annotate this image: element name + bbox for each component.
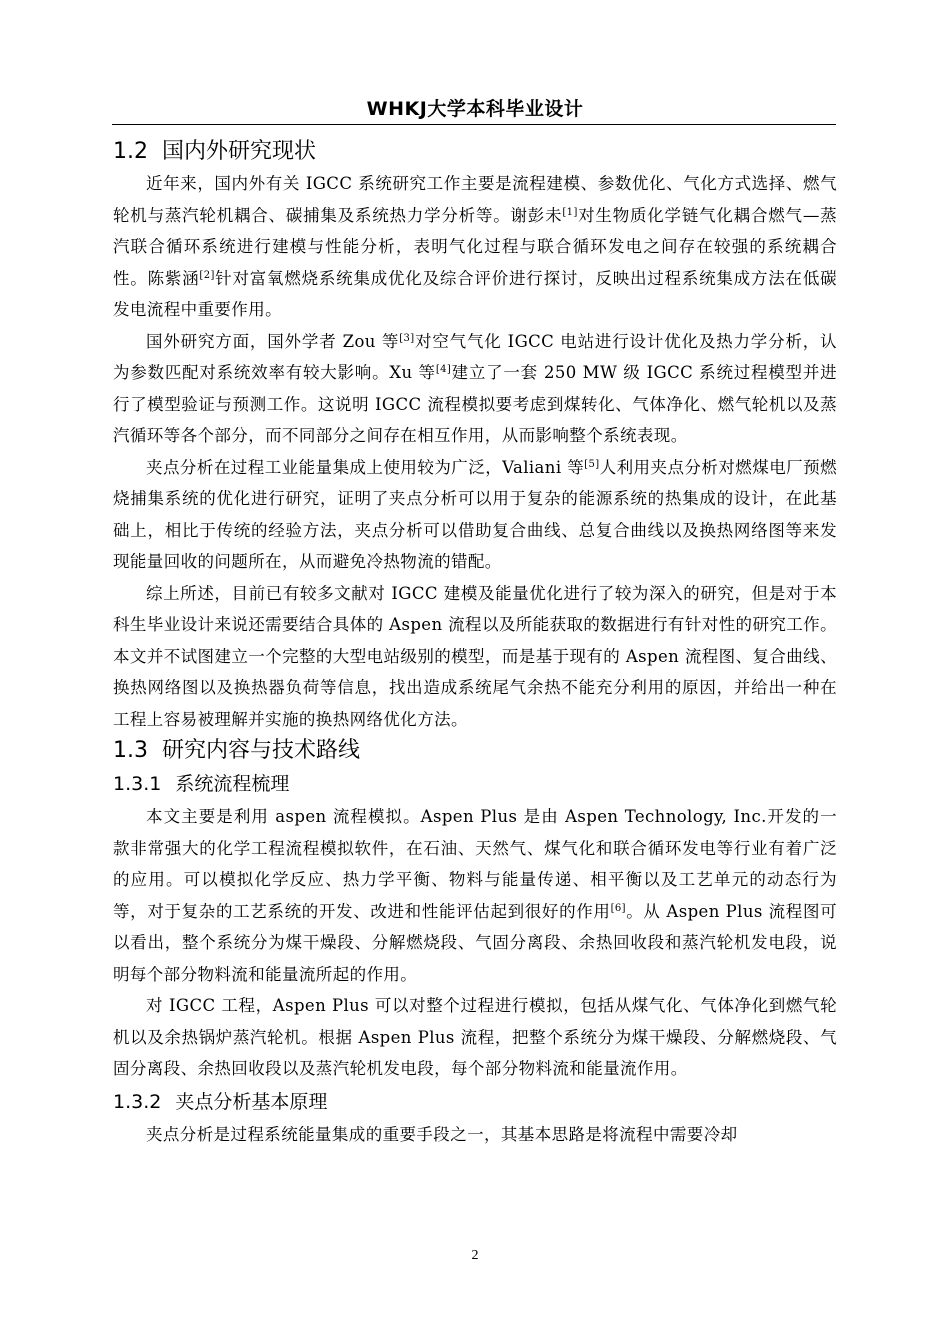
- subsection-heading-1-3-2: [113, 1085, 837, 1119]
- paragraph-text: 对空气气化 IGCC 电站进行设计优化及热力学分析，认为参数匹配对系统效率有较大影响。Xu 等: [113, 331, 837, 382]
- section-number: 1.2: [113, 139, 148, 164]
- subsection-number: 1.3.2: [113, 1090, 162, 1113]
- paragraph-text: 本文主要是利用 aspen 流程模拟。Aspen Plus 是由 Aspen Technology, Inc.开发的一款非常强大的化学工程流程模拟软件，在石油、天然气、煤气化和联合循环发电等行业有着广泛的应用。可以模拟化学反应、热力学平衡、物料与能量传递、相平衡以及工艺单元的动态行为等，对于复杂的工艺系统的开发、改进和性能评估起到很好的作用: [113, 807, 837, 921]
- section-title: 研究内容与技术路线: [162, 738, 361, 763]
- section-title: 国内外研究现状: [162, 139, 317, 164]
- paragraph-text: 近年来，国内外有关 IGCC 系统研究工作主要是流程建模、参数优化、气化方式选择、燃气轮机与蒸汽轮机耦合、碳捕集及系统热力学分析等。谢彭未: [113, 174, 837, 225]
- subsection-title: 夹点分析基本原理: [175, 1090, 328, 1113]
- paragraph-text: 对生物质化学链气化耦合燃气—蒸汽联合循环系统进行建模与性能分析，表明气化过程与联合循环发电之间存在较强的系统耦合性。陈紫涵: [113, 205, 838, 288]
- paragraph: [113, 452, 837, 578]
- paragraph-text: 。从 Aspen Plus 流程图可以看出，整个系统分为煤干燥段、分解燃烧段、气固分离段、余热回收段和蒸汽轮机发电段，说明每个部分物料流和能量流所起的作用。: [113, 901, 837, 984]
- paragraph: [113, 168, 837, 326]
- running-header: WHKJ大学本科毕业设计: [366, 98, 584, 120]
- citation: [1]: [562, 206, 578, 218]
- paragraph: 夹点分析是过程系统能量集成的重要手段之一，其基本思路是将流程中需要冷却: [146, 1124, 738, 1144]
- paragraph-text: 针对富氧燃烧系统集成优化及综合评价进行探讨，反映出过程系统集成方法在低碳发电流程中重要作用。: [113, 268, 837, 319]
- paragraph-text: 人利用夹点分析对燃煤电厂预燃烧捕集系统的优化进行研究，证明了夹点分析可以用于复杂的能源系统的热集成的设计，在此基础上，相比于传统的经验方法，夹点分析可以借助复合曲线、总复合曲线以及换热网络图等来发现能量回收的问题所在，从而避免冷热物流的错配。: [113, 457, 837, 571]
- paragraph-text: 国外研究方面，国外学者 Zou 等: [146, 331, 400, 351]
- section-heading-1-2: [113, 136, 837, 168]
- citation: [5]: [584, 458, 600, 470]
- paragraph-text: 建立了一套 250 MW 级 IGCC 系统过程模型并进行了模型验证与预测工作。这说明 IGCC 流程模拟要考虑到煤转化、气体净化、燃气轮机以及蒸汽循环等各个部分，而不同部分之间存在相互作用，从而影响整个系统表现。: [113, 363, 837, 445]
- citation: [3]: [399, 332, 415, 344]
- paragraph: 综上所述，目前已有较多文献对 IGCC 建模及能量优化进行了较为深入的研究，但是对于本科生毕业设计来说还需要结合具体的 Aspen 流程以及所能获取的数据进行有针对性的研究工作。本文并不试图建立一个完整的大型电站级别的模型，而是基于现有的 Aspen 流程图、复合曲线、换热网络图以及换热器负荷等信息，找出造成系统尾气余热不能充分利用的原因，并给出一种在工程上容易被理解并实施的换热网络优化方法。: [113, 583, 837, 729]
- subsection-heading-1-3-1: [113, 767, 837, 801]
- section-number: 1.3: [113, 738, 148, 763]
- subsection-title: 系统流程梳理: [175, 773, 290, 795]
- subsection-number: 1.3.1: [113, 773, 162, 795]
- paragraph: [113, 801, 837, 990]
- citation: [4]: [435, 364, 452, 375]
- paragraph: [113, 326, 837, 452]
- citation: [6]: [610, 902, 626, 914]
- page-number: 2: [471, 1248, 479, 1263]
- paragraph: 对 IGCC 工程，Aspen Plus 可以对整个过程进行模拟，包括从煤气化、气体净化到燃气轮机以及余热锅炉蒸汽轮机。根据 Aspen Plus 流程，把整个系统分为煤干燥段、分解燃烧段、气固分离段、余热回收段以及蒸汽轮机发电段，每个部分物料流和能量流作用。: [113, 996, 837, 1078]
- paragraph-text: 夹点分析在过程工业能量集成上使用较为广泛，Valiani 等: [146, 457, 585, 477]
- page-body: [113, 136, 837, 1150]
- section-heading-1-3: [113, 735, 837, 767]
- header-rule: [112, 124, 836, 125]
- citation: [2]: [199, 269, 215, 281]
